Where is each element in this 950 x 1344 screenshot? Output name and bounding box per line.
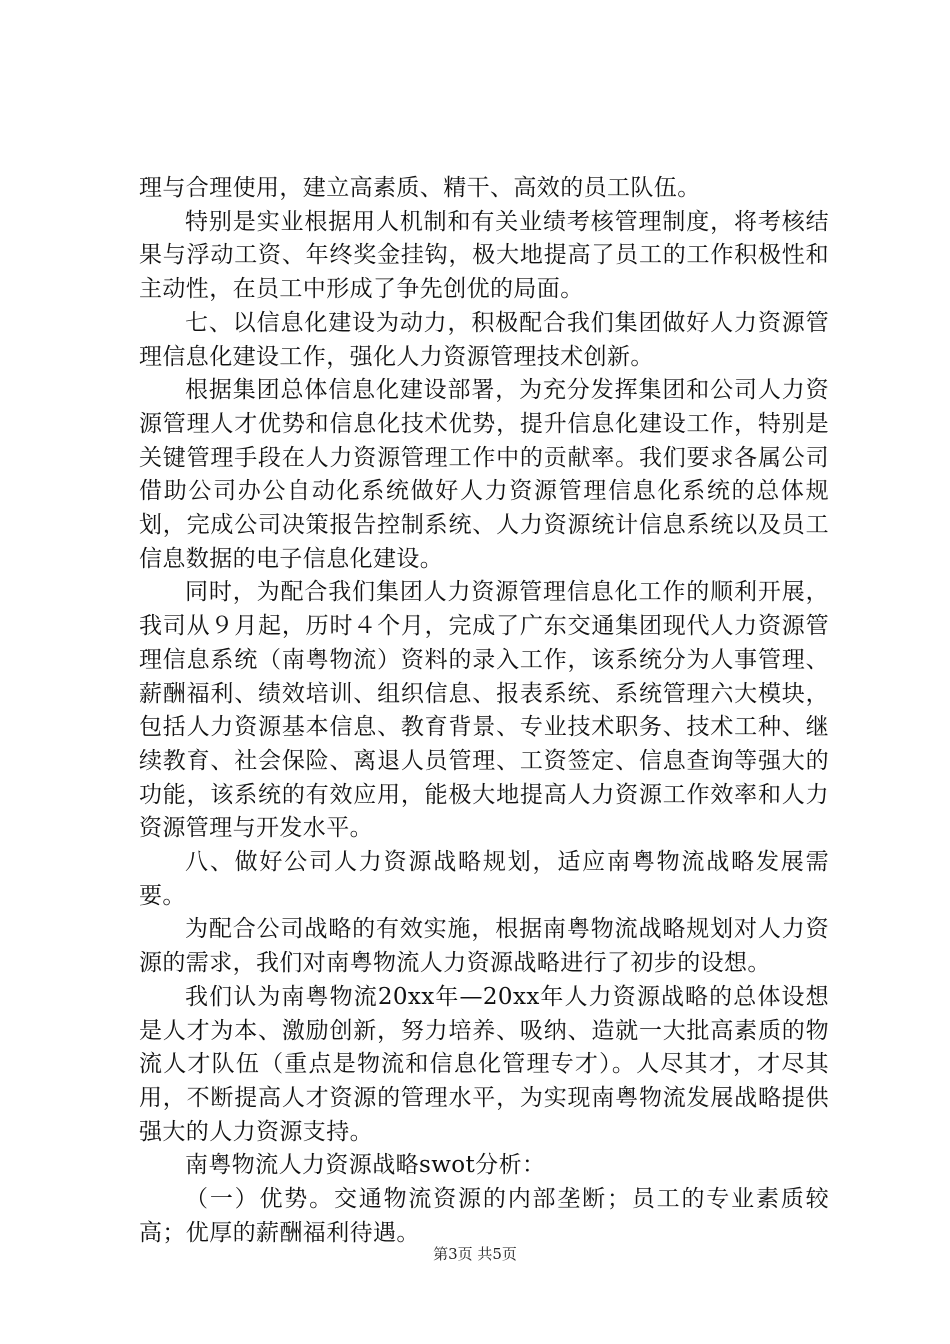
paragraph-swot-strengths: （一）优势。交通物流资源的内部垄断；员工的专业素质较高；优厚的薪酬福利待遇。 — [139, 1186, 829, 1246]
paragraph-strategy-vision: 我们认为南粤物流20xx年—20xx年人力资源战略的总体设想是人才为本、激励创新，努力培养、吸纳、造就一大批高素质的物流人才队伍（重点是物流和信息化管理专才）。人尽其才，才尽其用，不断提高人才资源的管理水平，为实现南粤物流发展战略提供强大的人力资源支持。 — [139, 983, 829, 1145]
paragraph-it-deployment: 根据集团总体信息化建设部署，为充分发挥集团和公司人力资源管理人才优势和信息化技术优势，提升信息化建设工作，特别是关键管理手段在人力资源管理工作中的贡献率。我们要求各属公司借助公司办公自动化系统做好人力资源管理信息化系统的总体规划，完成公司决策报告控制系统、人力资源统计信息系统以及员工信息数据的电子信息化建设。 — [139, 377, 829, 572]
section-heading-seven: 七、以信息化建设为动力，积极配合我们集团做好人力资源管理信息化建设工作，强化人力资源管理技术创新。 — [139, 309, 829, 370]
document-body — [139, 172, 829, 1251]
paragraph-strategy-implementation: 为配合公司战略的有效实施，根据南粤物流战略规划对人力资源的需求，我们对南粤物流人力资源战略进行了初步的设想。 — [139, 916, 829, 977]
section-heading-eight: 八、做好公司人力资源战略规划，适应南粤物流战略发展需要。 — [139, 849, 829, 909]
paragraph-swot-intro: 南粤物流人力资源战略swot分析： — [185, 1152, 546, 1179]
page-number-label: 第3页 共5页 — [433, 1245, 517, 1263]
page-footer — [0, 1244, 950, 1264]
paragraph-performance-evaluation: 特别是实业根据用人机制和有关业绩考核管理制度，将考核结果与浮动工资、年终奖金挂钩，极大地提高了员工的工作积极性和主动性，在员工中形成了争先创优的局面。 — [139, 208, 829, 303]
paragraph-hr-system: 同时，为配合我们集团人力资源管理信息化工作的顺利开展，我司从９月起，历时４个月，完成了广东交通集团现代人力资源管理信息系统（南粤物流）资料的录入工作，该系统分为人事管理、薪酬福利、绩效培训、组织信息、报表系统、系统管理六大模块，包括人力资源基本信息、教育背景、专业技术职务、技术工种、继续教育、社会保险、离退人员管理、工资签定、信息查询等强大的功能，该系统的有效应用，能极大地提高人力资源工作效率和人力资源管理与开发水平。 — [139, 579, 829, 842]
paragraph-continuation: 理与合理使用，建立高素质、精干、高效的员工队伍。 — [139, 175, 701, 201]
